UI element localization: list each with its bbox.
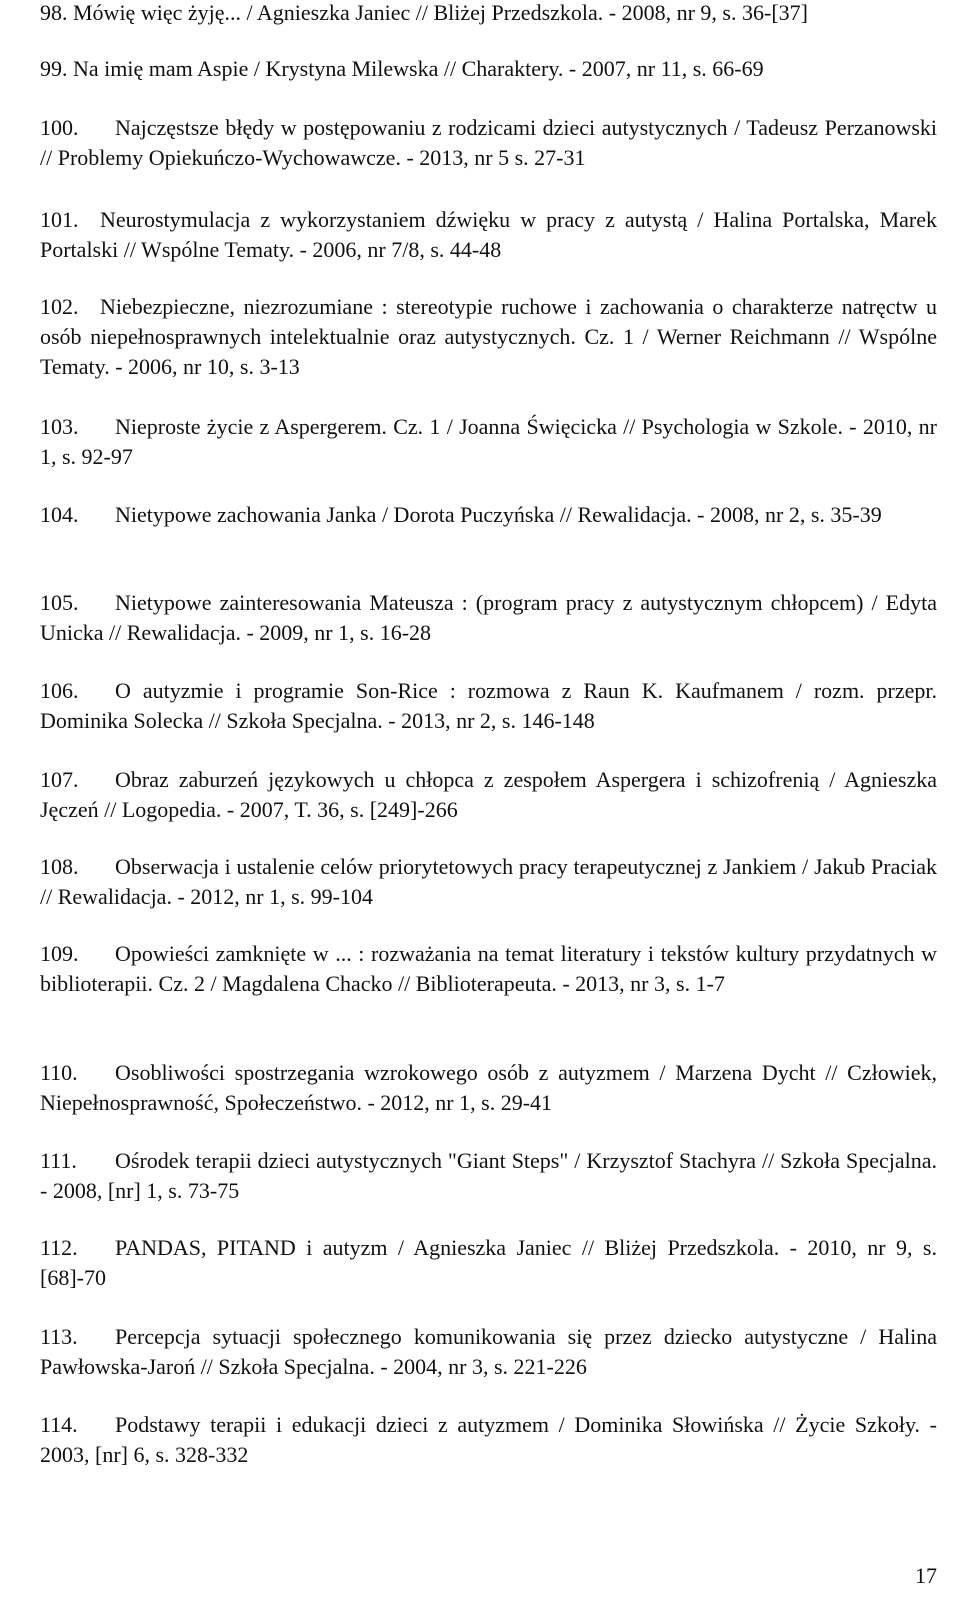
bibliography-entry-111 — [40, 1146, 937, 1206]
entry-text: Nietypowe zachowania Janka / Dorota Puczyńska // Rewalidacja. - 2008, nr 2, s. 35-39 — [115, 502, 882, 527]
bibliography-entry-113 — [40, 1322, 937, 1382]
page-number: 17 — [915, 1563, 937, 1588]
bibliography-entry-101 — [40, 205, 937, 265]
entry-text: Neurostymulacja z wykorzystaniem dźwięku w pracy z autystą / Halina Portalska, Marek Portalski // Wspólne Tematy. - 2006, nr 7/8, s. 44-48 — [40, 207, 937, 262]
entry-text: O autyzmie i programie Son-Rice : rozmowa z Raun K. Kaufmanem / rozm. przepr. Dominika Solecka // Szkoła Specjalna. - 2013, nr 2, s. 146-148 — [40, 678, 937, 733]
entry-text: Obserwacja i ustalenie celów priorytetowych pracy terapeutycznej z Jankiem / Jakub Praciak // Rewalidacja. - 2012, nr 1, s. 99-104 — [40, 854, 937, 909]
entry-text: Osobliwości spostrzegania wzrokowego osób z autyzmem / Marzena Dycht // Człowiek, Niepełnosprawność, Społeczeństwo. - 2012, nr 1, s. 29-41 — [40, 1060, 937, 1115]
entry-text: Opowieści zamknięte w ... : rozważania na temat literatury i tekstów kultury przydatnych w biblioterapii. Cz. 2 / Magdalena Chacko // Biblioterapeuta. - 2013, nr 3, s. 1-7 — [40, 941, 937, 996]
entry-number: 113. — [40, 1324, 78, 1349]
bibliography-entry-103 — [40, 412, 937, 472]
entry-number: 106. — [40, 678, 79, 703]
entry-number: 108. — [40, 854, 79, 879]
entry-number: 104. — [40, 502, 79, 527]
entry-number: 105. — [40, 590, 79, 615]
entry-text: Niebezpieczne, niezrozumiane : stereotypie ruchowe i zachowania o charakterze natręctw u osób niepełnosprawnych intelektualnie oraz autystycznych. Cz. 1 / Werner Reichmann // Wspólne Tematy. - 2006, nr 10, s. 3-13 — [40, 294, 937, 379]
bibliography-entry-105 — [40, 588, 937, 648]
entry-text: Na imię mam Aspie / Krystyna Milewska // Charaktery. - 2007, nr 11, s. 66-69 — [73, 56, 764, 81]
entry-number: 102. — [40, 294, 79, 319]
entry-text: PANDAS, PITAND i autyzm / Agnieszka Janiec // Bliżej Przedszkola. - 2010, nr 9, s. [68]-70 — [40, 1235, 937, 1290]
entry-number: 107. — [40, 767, 79, 792]
entry-text: Ośrodek terapii dzieci autystycznych "Giant Steps" / Krzysztof Stachyra // Szkoła Specjalna. - 2008, [nr] 1, s. 73-75 — [40, 1148, 937, 1203]
bibliography-entry-112 — [40, 1233, 937, 1293]
entry-text: Percepcja sytuacji społecznego komunikowania się przez dziecko autystyczne / Halina Pawłowska-Jaroń // Szkoła Specjalna. - 2004, nr 3, s. 221-226 — [40, 1324, 937, 1379]
entry-number: 114. — [40, 1412, 78, 1437]
entry-number: 109. — [40, 941, 79, 966]
entry-number: 103. — [40, 414, 79, 439]
entry-number: 112. — [40, 1235, 78, 1260]
bibliography-entry-102 — [40, 292, 937, 382]
entry-text: Obraz zaburzeń językowych u chłopca z zespołem Aspergera i schizofrenią / Agnieszka Jęczeń // Logopedia. - 2007, T. 36, s. [249]-266 — [40, 767, 937, 822]
bibliography-entry-110 — [40, 1058, 937, 1118]
entry-number: 100. — [40, 115, 79, 140]
bibliography-entry-98 — [40, 0, 937, 28]
bibliography-entry-106 — [40, 676, 937, 736]
entry-text: Nietypowe zainteresowania Mateusza : (program pracy z autystycznym chłopcem) / Edyta Unicka // Rewalidacja. - 2009, nr 1, s. 16-28 — [40, 590, 937, 645]
entry-text: Nieproste życie z Aspergerem. Cz. 1 / Joanna Święcicka // Psychologia w Szkole. - 2010, nr 1, s. 92-97 — [40, 414, 937, 469]
bibliography-entry-100 — [40, 113, 937, 173]
entry-number: 99. — [40, 56, 68, 81]
bibliography-entry-109 — [40, 939, 937, 999]
bibliography-entry-104 — [40, 500, 937, 530]
bibliography-entry-107 — [40, 765, 937, 825]
bibliography-entry-114 — [40, 1410, 937, 1470]
entry-text: Mówię więc żyję... / Agnieszka Janiec // Bliżej Przedszkola. - 2008, nr 9, s. 36-[37] — [73, 0, 808, 25]
entry-text: Najczęstsze błędy w postępowaniu z rodzicami dzieci autystycznych / Tadeusz Perzanowski // Problemy Opiekuńczo-Wychowawcze. - 2013, nr 5 s. 27-31 — [40, 115, 937, 170]
entry-number: 110. — [40, 1060, 78, 1085]
bibliography-entry-99 — [40, 54, 937, 84]
entry-number: 111. — [40, 1148, 77, 1173]
entry-text: Podstawy terapii i edukacji dzieci z autyzmem / Dominika Słowińska // Życie Szkoły. - 2003, [nr] 6, s. 328-332 — [40, 1412, 937, 1467]
entry-number: 101. — [40, 207, 79, 232]
bibliography-entry-108 — [40, 852, 937, 912]
entry-number: 98. — [40, 0, 68, 25]
